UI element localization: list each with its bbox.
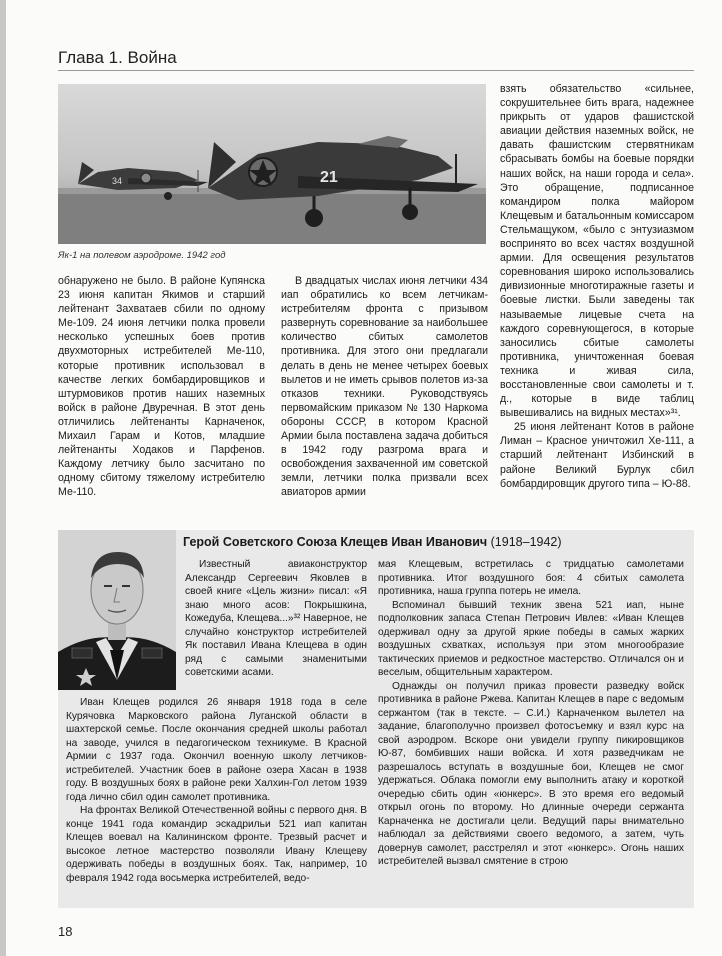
paragraph: взять обязательство «сильнее, сокрушительнее бить врага, надежнее прикрыть от ударов фашистской авиации действия наземных войск, не давать фашистским стервятникам сбрасывать бомбы на боевые порядки наших войск, на наши города и села». Это обращение, подписанное командиром полка майором Клещевым и батальонным комиссаром Стельмащуком, «было с энтузиазмом воспринято во всех частях воздушной армии. Для освещения результатов соревнования широко использовались дивизионные многотиражные газеты и боевые листки. Были заведены так называемые лицевые счета на каждого соревнующегося, в которые заносились сбитые самолеты противника, уничтоженная боевая техника и живая сила, восстановленные свои самолеты и т. д., которые в виде таблиц вывешивались на видных местах»³¹. — [500, 83, 694, 420]
paragraph: 25 июня лейтенант Котов в районе Лиман – Красное уничтожил Хе-111, а старший лейтенант Избинский в районе Великий Бурлук сбил бомбардировщик другого типа – Ю-88. — [500, 421, 694, 490]
paragraph: обнаружено не было. В районе Купянска 23 июня капитан Якимов и старший лейтенант Захватаев сбили по одному Ме-109. 24 июня летчики полка провели несколько успешных боев против двухмоторных истребителей Ме-110, которые противник использовал в качестве легких бомбардировщиков и штурмовиков против наших наземных войск в районе Двуречная. В этот день отличились лейтенанты Карначенок, Михаил Гарам и Котов, младшие лейтенанты Ходаков и Парфенов. Каждому летчику было засчитано по одному сбитому тяжелому истребителю Ме-110. — [58, 275, 265, 499]
text-column-3 — [500, 82, 694, 491]
biography-sidebar — [58, 530, 694, 908]
chapter-rule — [58, 70, 694, 71]
text-column-1 — [58, 274, 265, 500]
paragraph: В двадцатых числах июня летчики 434 иап обратились ко всем летчикам-истребителям фронта с призывом развернуть соревнование за наибольшее количество сбитых самолетов противника. Для этого они предлагали делать в день не менее четырех боевых вылетов и не иметь срывов полетов из-за отказов техники. Руководствуясь первомайским приказом № 130 Наркома обороны СССР, в котором Красной Армии была поставлена задача добиться в 1942 году разгрома врага и освобождения захваченной им советской земли, летчики полка призвали всех авиаторов армии — [281, 275, 488, 499]
page-number: 18 — [58, 924, 73, 939]
paragraph: Однажды он получил приказ провести разведку войск противника в районе Ржева. Капитан Клещев в паре с ведомым сержантом (так в тексте. – С.И.) Карначенком вылетел на задание, благополучно произвел фотосъемку и взял курс на свой аэродром. Вскоре они увидели группу пикировщиков Ю-87, бомбивших наши войска. И хотя разведчикам не разрешалось вступать в воздушные бои, Клещев не смог удержаться. Облака помогли ему выполнить атаку и короткой очередью сбить один «юнкерс». В это время его ведомый открыл огонь по второму. Но длинные очереди сержанта Карначенка не достигали цели. Ведущий пары внимательно наблюдал за действиями своего ведомого, а затем, чуть довернув самолет, расстрелял и этот «юнкерс». Огонь наших истребителей вызвал смятение в строю — [378, 680, 684, 867]
paragraph: Известный авиаконструктор Александр Сергеевич Яковлев в своей книге «Цель жизни» писал: «Я знаю много асов: Покрышкина, Кожедуба, Клещева...»³² Наверное, не случайно конструктор истребителей Як поставил Ивана Клещева в один ряд с самыми знаменитыми советскими асами. — [185, 559, 367, 678]
chapter-title: Глава 1. Война — [58, 48, 177, 67]
sidebar-title-name: Герой Советского Союза Клещев Иван Иванович — [183, 535, 488, 549]
paragraph: На фронтах Великой Отечественной войны с первого дня. В конце 1941 года командир эскадрильи 521 иап капитан Клещев воевал на Калининском фронте. Трезвый расчет и высокое летное мастерство позволяли Ивану Клещеву одерживать победы в воздушных боях. Так, например, 10 февраля 1942 года восьмерка истребителей, ведо- — [66, 805, 367, 884]
aircraft-photo — [58, 84, 486, 244]
sidebar-title — [183, 535, 688, 549]
sidebar-title-years: (1918–1942) — [487, 535, 562, 549]
paragraph: Вспоминал бывший техник звена 521 иап, ныне подполковник запаса Степан Петрович Ивлев: «Иван Клещев одерживал одну за другой яркие победы в самых жарких воздушных схватках, используя при этом многообразие тактических приемов и редкостное мастерство. Отличался он и веселым, общительным характером. — [378, 599, 684, 678]
svg-text:34: 34 — [112, 176, 123, 186]
portrait-photo — [58, 530, 176, 690]
photo-caption: Як-1 на полевом аэродроме. 1942 год — [58, 250, 226, 261]
text-column-2 — [281, 274, 488, 500]
sidebar-intro — [185, 558, 367, 680]
sidebar-left-column — [66, 696, 367, 885]
paragraph: Иван Клещев родился 26 января 1918 года в селе Курячовка Марковского района Луганской области в шахтерской семье. После окончания средней школы работал на заводе, учился в педагогическом техникуме. В Красной Армии с 1937 года. Окончил военную школу летчиков-истребителей. Участник боев в районе озера Хасан в 1938 году. В воздушных боях в районе реки Халхин-Гол летом 1939 года лично сбил один самолет противника. — [66, 697, 367, 803]
page-spine-shadow — [0, 0, 6, 956]
sidebar-right-column — [378, 558, 684, 869]
paragraph: мая Клещевым, встретилась с тридцатью самолетами противника. Итог воздушного боя: 4 сбитых самолета противника, наша группа потерь не имела. — [378, 559, 684, 597]
svg-text:21: 21 — [320, 169, 338, 186]
